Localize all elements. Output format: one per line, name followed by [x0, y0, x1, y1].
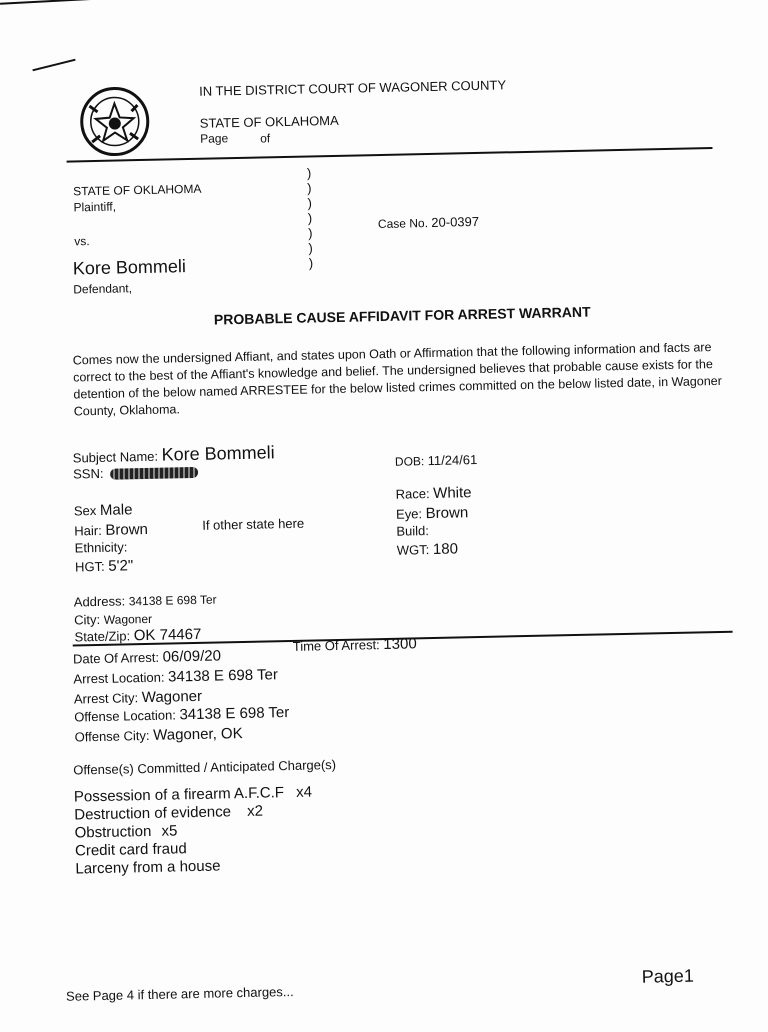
court-heading: IN THE DISTRICT COURT OF WAGONER COUNTY	[198, 77, 507, 99]
offense-charge: Possession of a firearm A.F.C.F	[73, 784, 285, 806]
defendant-name: Kore Bommeli	[72, 256, 187, 279]
arrest-date-field	[73, 647, 221, 667]
hair-field	[74, 521, 148, 540]
statezip-label: State/Zip:	[74, 628, 131, 645]
offense-item	[74, 803, 263, 824]
wgt-label: WGT:	[396, 542, 430, 558]
page-label: Page	[199, 131, 229, 146]
county-seal-icon	[77, 85, 152, 159]
offense-city-field	[74, 725, 242, 746]
wgt-field	[397, 540, 458, 558]
caption-parens: ) ) ) ) ) ) )	[306, 165, 314, 271]
subject-name-label: Subject Name:	[72, 448, 159, 466]
arrest-time-label: Time Of Arrest:	[292, 637, 380, 654]
offense-count: x2	[247, 802, 264, 820]
hair-value: Brown	[105, 520, 149, 539]
offense-count: x5	[161, 822, 178, 840]
hgt-value: 5'2"	[108, 557, 134, 575]
sex-label: Sex	[73, 503, 97, 519]
offense-item	[74, 822, 177, 841]
arrest-location-field	[73, 666, 278, 687]
offense-charge: Credit card fraud	[74, 840, 187, 860]
offense-location-field	[74, 704, 289, 726]
statezip-value: OK 74467	[133, 625, 202, 645]
offense-item	[75, 858, 220, 878]
arrest-date-label: Date Of Arrest:	[72, 649, 160, 667]
offense-location-label: Offense Location:	[74, 707, 177, 725]
city-label: City:	[74, 611, 101, 628]
ethnicity-label: Ethnicity:	[74, 539, 128, 556]
case-number-field	[378, 214, 479, 231]
arrest-city-field	[74, 688, 203, 708]
more-charges-note: See Page 4 if there are more charges...	[65, 983, 294, 1004]
header-rule	[67, 147, 713, 163]
scan-line-top	[0, 0, 105, 5]
build-label: Build:	[396, 523, 430, 539]
race-field	[395, 484, 471, 503]
document-title: PROBABLE CAUSE AFFIDAVIT FOR ARREST WARRANT	[213, 303, 591, 328]
offense-location-value: 34138 E 698 Ter	[179, 704, 290, 724]
offense-item	[74, 784, 312, 806]
ssn-field	[73, 464, 198, 482]
eye-value: Brown	[425, 504, 469, 523]
wgt-value: 180	[432, 540, 459, 558]
subject-name: Kore Bommeli	[161, 442, 275, 465]
offense-charge: Destruction of evidence	[74, 803, 232, 824]
arrest-city-label: Arrest City:	[73, 690, 139, 707]
arrest-city-value: Wagoner	[141, 687, 203, 707]
city-field	[74, 611, 152, 628]
offenses-heading: Offense(s) Committed / Anticipated Charge(s)	[73, 757, 337, 778]
ssn-label: SSN:	[72, 465, 104, 482]
arrest-location-value: 34138 E 698 Ter	[167, 666, 279, 686]
arrest-time-value: 1300	[383, 635, 417, 654]
case-number: 20-0397	[431, 213, 480, 230]
of-label: of	[260, 131, 271, 146]
eye-field	[396, 504, 469, 523]
page-number: Page1	[641, 965, 695, 987]
dob-label: DOB:	[394, 454, 425, 469]
offense-charge: Obstruction	[74, 822, 152, 842]
race-label: Race:	[395, 486, 430, 502]
offense-count: x4	[295, 783, 313, 801]
plaintiff-label: Plaintiff,	[73, 199, 117, 215]
vs-label: vs.	[74, 234, 90, 249]
case-label: Case No.	[377, 216, 429, 232]
defendant-label: Defendant,	[73, 281, 133, 297]
other-state-label: If other state here	[202, 515, 305, 533]
offense-city-label: Offense City:	[74, 727, 150, 745]
intro-paragraph: Comes now the undersigned Affiant, and states upon Oath or Affirmation that the following information and facts are correct to the best of the Affiant's knowledge and belief. The undersigned believes that probable cause exists for the detention of the below named ARRESTEE for the below listed crimes committed on the below listed date, in Wagoner County, Oklahoma.	[72, 340, 722, 419]
city-value: Wagoner	[103, 611, 153, 627]
arrest-date-value: 06/09/20	[162, 647, 222, 666]
offense-city-value: Wagoner, OK	[152, 725, 243, 744]
hgt-field	[75, 557, 133, 575]
address-label: Address:	[73, 593, 126, 610]
dob-field	[395, 452, 478, 469]
sex-field	[74, 501, 133, 519]
hgt-label: HGT:	[74, 558, 105, 575]
hair-label: Hair:	[74, 522, 102, 539]
offense-charge: Larceny from a house	[75, 857, 221, 878]
arrest-time-field	[293, 635, 417, 655]
eye-label: Eye:	[395, 506, 423, 522]
sex-value: Male	[99, 501, 133, 519]
offense-item	[75, 840, 187, 859]
arrest-location-label: Arrest Location:	[73, 669, 165, 687]
address-value: 34138 E 698 Ter	[128, 592, 217, 609]
plaintiff-name: STATE OF OKLAHOMA	[73, 181, 202, 199]
state-heading: STATE OF OKLAHOMA	[199, 112, 339, 131]
race-value: White	[433, 484, 472, 502]
ssn-redaction	[110, 467, 198, 480]
address-field	[74, 592, 217, 610]
dob-value: 11/24/61	[427, 452, 478, 469]
